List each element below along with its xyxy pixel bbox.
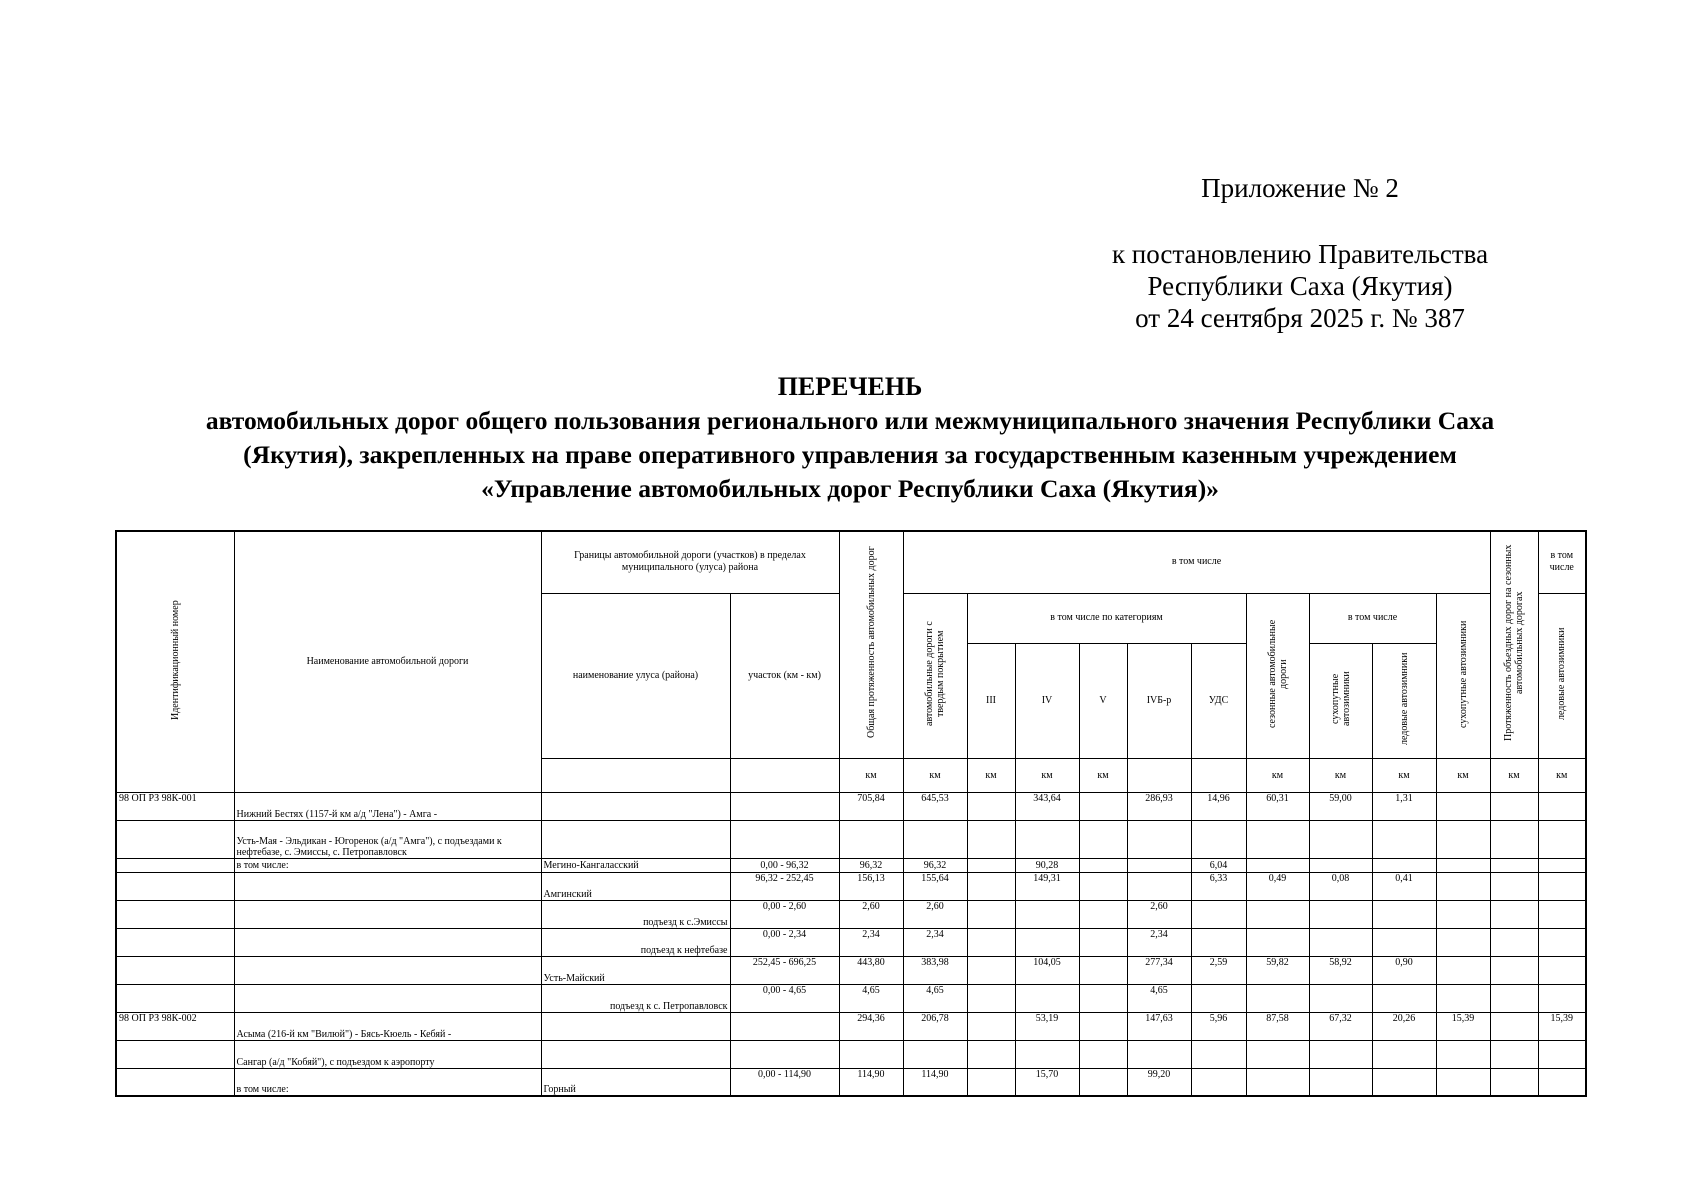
row-road-name bbox=[234, 956, 541, 984]
header-bypass: Протяженность объездных дорог на сезонных автомобильных дорогах bbox=[1490, 531, 1538, 758]
row-seasonal bbox=[1246, 1040, 1309, 1068]
row-id bbox=[116, 984, 234, 1012]
row-seasonal: 60,31 bbox=[1246, 792, 1309, 820]
header-category-4b: IVБ-р bbox=[1127, 643, 1191, 758]
row-cat4: 149,31 bbox=[1015, 872, 1079, 900]
row-uds bbox=[1191, 928, 1246, 956]
appendix-line: Республики Саха (Якутия) bbox=[1147, 271, 1453, 301]
row-cat4: 343,64 bbox=[1015, 792, 1079, 820]
row-ice: 0,90 bbox=[1372, 956, 1436, 984]
row-total: 114,90 bbox=[839, 1068, 903, 1096]
row-uds bbox=[1191, 984, 1246, 1012]
row-seasonal: 87,58 bbox=[1246, 1012, 1309, 1040]
row-ice2: 15,39 bbox=[1538, 1012, 1586, 1040]
row-bypass bbox=[1436, 820, 1490, 858]
header-including: в том числе bbox=[903, 531, 1490, 593]
row-dry bbox=[1309, 984, 1372, 1012]
header-category-4: IV bbox=[1015, 643, 1079, 758]
row-cat4: 15,70 bbox=[1015, 1068, 1079, 1096]
row-cat3 bbox=[967, 858, 1015, 872]
row-hard bbox=[903, 820, 967, 858]
header-ulus: наименование улуса (района) bbox=[541, 593, 730, 758]
row-dry2 bbox=[1490, 1040, 1538, 1068]
unit-km: км bbox=[1372, 758, 1436, 792]
row-cat4b bbox=[1127, 820, 1191, 858]
row-cat4 bbox=[1015, 820, 1079, 858]
row-dry2 bbox=[1490, 858, 1538, 872]
row-section: 0,00 - 2,60 bbox=[730, 900, 839, 928]
row-uds: 6,33 bbox=[1191, 872, 1246, 900]
row-bypass bbox=[1436, 858, 1490, 872]
row-ice2 bbox=[1538, 872, 1586, 900]
row-dry2 bbox=[1490, 1068, 1538, 1096]
row-ulus bbox=[541, 820, 730, 858]
row-section bbox=[730, 1040, 839, 1068]
row-seasonal bbox=[1246, 928, 1309, 956]
row-cat5 bbox=[1079, 858, 1127, 872]
row-ice: 0,41 bbox=[1372, 872, 1436, 900]
row-cat4b bbox=[1127, 858, 1191, 872]
row-uds bbox=[1191, 1068, 1246, 1096]
row-uds bbox=[1191, 1040, 1246, 1068]
header-dry-winter-road: сухопутные автозимники bbox=[1309, 643, 1372, 758]
row-id bbox=[116, 928, 234, 956]
row-cat3 bbox=[967, 900, 1015, 928]
table-row bbox=[116, 1068, 1586, 1096]
unit-km: км bbox=[839, 758, 903, 792]
row-dry bbox=[1309, 858, 1372, 872]
row-cat4b: 277,34 bbox=[1127, 956, 1191, 984]
row-road-name: в том числе: bbox=[234, 1068, 541, 1096]
row-cat3 bbox=[967, 1012, 1015, 1040]
row-ulus: подъезд к с. Петропавловск bbox=[541, 984, 730, 1012]
header-dry-winter-road-2: сухопутные автозимники bbox=[1436, 593, 1490, 758]
row-cat5 bbox=[1079, 1040, 1127, 1068]
header-ice-winter-road: ледовые автозимники bbox=[1372, 643, 1436, 758]
row-cat3 bbox=[967, 1068, 1015, 1096]
title-line: (Якутия), закрепленных на праве оперативного управления за государственным казенным учреждением bbox=[243, 440, 1457, 469]
row-road-name: Сангар (а/д "Кобяй"), с подъездом к аэропорту bbox=[234, 1040, 541, 1068]
row-dry2 bbox=[1490, 984, 1538, 1012]
row-cat5 bbox=[1079, 872, 1127, 900]
row-bypass bbox=[1436, 792, 1490, 820]
row-cat3 bbox=[967, 792, 1015, 820]
row-dry bbox=[1309, 928, 1372, 956]
row-ulus: Горный bbox=[541, 1068, 730, 1096]
header-id: Идентификационный номер bbox=[116, 531, 234, 792]
unit-km: км bbox=[903, 758, 967, 792]
row-road-name: Усть-Мая - Эльдикан - Югоренок (а/д "Амга"), с подъездами к нефтебазе, с. Эмиссы, с. Петропавловск bbox=[234, 820, 541, 858]
row-seasonal: 0,49 bbox=[1246, 872, 1309, 900]
header-category-3: III bbox=[967, 643, 1015, 758]
row-road-name bbox=[234, 984, 541, 1012]
table-row bbox=[116, 956, 1586, 984]
row-cat5 bbox=[1079, 1068, 1127, 1096]
row-section: 96,32 - 252,45 bbox=[730, 872, 839, 900]
row-id bbox=[116, 900, 234, 928]
row-dry: 59,00 bbox=[1309, 792, 1372, 820]
row-ulus: подъезд к нефтебазе bbox=[541, 928, 730, 956]
title-main: ПЕРЕЧЕНЬ bbox=[777, 372, 923, 401]
row-ice2 bbox=[1538, 956, 1586, 984]
row-section: 0,00 - 2,34 bbox=[730, 928, 839, 956]
row-ice bbox=[1372, 900, 1436, 928]
row-dry2 bbox=[1490, 792, 1538, 820]
row-cat4 bbox=[1015, 928, 1079, 956]
header-category-5: V bbox=[1079, 643, 1127, 758]
header-by-category: в том числе по категориям bbox=[967, 593, 1246, 643]
row-ice2 bbox=[1538, 792, 1586, 820]
header-total-length: Общая протяженность автомобильных дорог bbox=[839, 531, 903, 758]
row-section: 0,00 - 4,65 bbox=[730, 984, 839, 1012]
row-cat4b: 2,60 bbox=[1127, 900, 1191, 928]
row-cat3 bbox=[967, 820, 1015, 858]
row-uds bbox=[1191, 820, 1246, 858]
row-cat4b: 286,93 bbox=[1127, 792, 1191, 820]
row-uds bbox=[1191, 900, 1246, 928]
row-hard: 645,53 bbox=[903, 792, 967, 820]
appendix-number: Приложение № 2 bbox=[1201, 173, 1399, 203]
row-total: 2,60 bbox=[839, 900, 903, 928]
table-row bbox=[116, 858, 1586, 872]
row-total bbox=[839, 1040, 903, 1068]
unit-km: км bbox=[967, 758, 1015, 792]
row-cat4b: 99,20 bbox=[1127, 1068, 1191, 1096]
header-road-name: Наименование автомобильной дороги bbox=[234, 531, 541, 792]
table-row bbox=[116, 1012, 1586, 1040]
row-total bbox=[839, 820, 903, 858]
row-cat5 bbox=[1079, 956, 1127, 984]
row-ice bbox=[1372, 984, 1436, 1012]
header-bounds: Границы автомобильной дороги (участков) в пределах муниципального (улуса) района bbox=[541, 531, 839, 593]
row-ice bbox=[1372, 928, 1436, 956]
row-cat4 bbox=[1015, 900, 1079, 928]
row-section: 0,00 - 96,32 bbox=[730, 858, 839, 872]
row-dry bbox=[1309, 1040, 1372, 1068]
row-ulus: Мегино-Кангаласский bbox=[541, 858, 730, 872]
row-section bbox=[730, 1012, 839, 1040]
row-dry2 bbox=[1490, 820, 1538, 858]
row-bypass bbox=[1436, 1040, 1490, 1068]
appendix-line: от 24 сентября 2025 г. № 387 bbox=[1135, 303, 1465, 333]
row-cat4b bbox=[1127, 1040, 1191, 1068]
roads-table bbox=[115, 530, 1587, 1097]
row-seasonal bbox=[1246, 858, 1309, 872]
row-cat4b: 147,63 bbox=[1127, 1012, 1191, 1040]
row-bypass bbox=[1436, 1068, 1490, 1096]
header-seasonal: сезонные автомобильные дороги bbox=[1246, 593, 1309, 758]
row-ice2 bbox=[1538, 900, 1586, 928]
row-id bbox=[116, 1068, 234, 1096]
unit-km: км bbox=[1490, 758, 1538, 792]
document-title bbox=[90, 370, 1610, 506]
row-ice2 bbox=[1538, 984, 1586, 1012]
row-dry bbox=[1309, 820, 1372, 858]
row-road-name: Асыма (216-й км "Вилюй") - Бясь-Кюель - Кебяй - bbox=[234, 1012, 541, 1040]
row-ice bbox=[1372, 820, 1436, 858]
row-hard: 2,60 bbox=[903, 900, 967, 928]
table-row bbox=[116, 928, 1586, 956]
row-cat3 bbox=[967, 956, 1015, 984]
row-seasonal: 59,82 bbox=[1246, 956, 1309, 984]
row-bypass bbox=[1436, 984, 1490, 1012]
row-dry: 67,32 bbox=[1309, 1012, 1372, 1040]
row-hard: 114,90 bbox=[903, 1068, 967, 1096]
row-road-name bbox=[234, 900, 541, 928]
row-ice: 1,31 bbox=[1372, 792, 1436, 820]
row-cat5 bbox=[1079, 1012, 1127, 1040]
row-cat3 bbox=[967, 872, 1015, 900]
header-uds: УДС bbox=[1191, 643, 1246, 758]
row-cat4b: 4,65 bbox=[1127, 984, 1191, 1012]
header-hard-surface: автомобильные дороги с твердым покрытием bbox=[903, 593, 967, 758]
table-row bbox=[116, 1040, 1586, 1068]
row-ice2 bbox=[1538, 858, 1586, 872]
title-line: автомобильных дорог общего пользования регионального или межмуниципального значения Республики Саха bbox=[205, 406, 1495, 435]
row-bypass bbox=[1436, 872, 1490, 900]
row-seasonal bbox=[1246, 1068, 1309, 1096]
row-seasonal bbox=[1246, 820, 1309, 858]
row-cat5 bbox=[1079, 900, 1127, 928]
row-hard: 96,32 bbox=[903, 858, 967, 872]
row-ulus: Амгинский bbox=[541, 872, 730, 900]
row-total: 705,84 bbox=[839, 792, 903, 820]
unit-km: км bbox=[1015, 758, 1079, 792]
row-seasonal bbox=[1246, 900, 1309, 928]
header-ice-winter-road-2: ледовые автозимники bbox=[1538, 593, 1586, 758]
unit-km: км bbox=[1436, 758, 1490, 792]
units-cell bbox=[541, 758, 730, 792]
row-seasonal bbox=[1246, 984, 1309, 1012]
row-id: 98 ОП РЗ 98К-002 bbox=[116, 1012, 234, 1040]
table-row bbox=[116, 872, 1586, 900]
row-ulus bbox=[541, 1040, 730, 1068]
row-hard: 206,78 bbox=[903, 1012, 967, 1040]
appendix-reference bbox=[1060, 238, 1540, 334]
row-cat4 bbox=[1015, 984, 1079, 1012]
row-dry2 bbox=[1490, 1012, 1538, 1040]
units-cell bbox=[1127, 758, 1191, 792]
appendix-line: к постановлению Правительства bbox=[1111, 239, 1489, 269]
row-id bbox=[116, 858, 234, 872]
units-cell bbox=[730, 758, 839, 792]
row-cat5 bbox=[1079, 984, 1127, 1012]
row-road-name bbox=[234, 928, 541, 956]
row-dry2 bbox=[1490, 872, 1538, 900]
unit-km: км bbox=[1309, 758, 1372, 792]
row-bypass bbox=[1436, 956, 1490, 984]
row-dry2 bbox=[1490, 900, 1538, 928]
row-section: 0,00 - 114,90 bbox=[730, 1068, 839, 1096]
row-cat3 bbox=[967, 984, 1015, 1012]
row-cat5 bbox=[1079, 928, 1127, 956]
row-bypass: 15,39 bbox=[1436, 1012, 1490, 1040]
row-cat3 bbox=[967, 928, 1015, 956]
row-id bbox=[116, 820, 234, 858]
row-hard: 383,98 bbox=[903, 956, 967, 984]
row-dry2 bbox=[1490, 956, 1538, 984]
row-total: 4,65 bbox=[839, 984, 903, 1012]
row-ice bbox=[1372, 1068, 1436, 1096]
table-row bbox=[116, 792, 1586, 820]
row-id bbox=[116, 1040, 234, 1068]
row-total: 294,36 bbox=[839, 1012, 903, 1040]
row-ice bbox=[1372, 858, 1436, 872]
row-total: 96,32 bbox=[839, 858, 903, 872]
row-cat4: 104,05 bbox=[1015, 956, 1079, 984]
row-ice2 bbox=[1538, 1040, 1586, 1068]
row-id: 98 ОП РЗ 98К-001 bbox=[116, 792, 234, 820]
row-bypass bbox=[1436, 900, 1490, 928]
header-including-seasonal: в том числе bbox=[1309, 593, 1436, 643]
row-uds: 14,96 bbox=[1191, 792, 1246, 820]
row-uds: 5,96 bbox=[1191, 1012, 1246, 1040]
row-id bbox=[116, 956, 234, 984]
title-line: «Управление автомобильных дорог Республики Саха (Якутия)» bbox=[481, 474, 1219, 503]
row-road-name: Нижний Бестях (1157-й км а/д "Лена") - Амга - bbox=[234, 792, 541, 820]
row-dry2 bbox=[1490, 928, 1538, 956]
row-cat3 bbox=[967, 1040, 1015, 1068]
header-including-bypass: в том числе bbox=[1538, 531, 1586, 593]
unit-km: км bbox=[1538, 758, 1586, 792]
row-total: 2,34 bbox=[839, 928, 903, 956]
unit-km: км bbox=[1246, 758, 1309, 792]
row-dry bbox=[1309, 1068, 1372, 1096]
row-hard: 2,34 bbox=[903, 928, 967, 956]
row-ulus bbox=[541, 792, 730, 820]
row-dry: 0,08 bbox=[1309, 872, 1372, 900]
row-cat5 bbox=[1079, 792, 1127, 820]
row-bypass bbox=[1436, 928, 1490, 956]
row-road-name bbox=[234, 872, 541, 900]
row-uds: 2,59 bbox=[1191, 956, 1246, 984]
row-ice2 bbox=[1538, 820, 1586, 858]
table-row bbox=[116, 900, 1586, 928]
row-section bbox=[730, 792, 839, 820]
row-cat4: 90,28 bbox=[1015, 858, 1079, 872]
row-cat4b: 2,34 bbox=[1127, 928, 1191, 956]
row-road-name: в том числе: bbox=[234, 858, 541, 872]
row-total: 156,13 bbox=[839, 872, 903, 900]
row-hard bbox=[903, 1040, 967, 1068]
row-cat4: 53,19 bbox=[1015, 1012, 1079, 1040]
row-section: 252,45 - 696,25 bbox=[730, 956, 839, 984]
row-ulus: Усть-Майский bbox=[541, 956, 730, 984]
table-row bbox=[116, 984, 1586, 1012]
row-uds: 6,04 bbox=[1191, 858, 1246, 872]
row-hard: 4,65 bbox=[903, 984, 967, 1012]
row-section bbox=[730, 820, 839, 858]
row-cat4 bbox=[1015, 1040, 1079, 1068]
row-ice2 bbox=[1538, 928, 1586, 956]
row-dry bbox=[1309, 900, 1372, 928]
header-section: участок (км - км) bbox=[730, 593, 839, 758]
table-row bbox=[116, 820, 1586, 858]
row-dry: 58,92 bbox=[1309, 956, 1372, 984]
row-cat5 bbox=[1079, 820, 1127, 858]
row-hard: 155,64 bbox=[903, 872, 967, 900]
row-ulus: подъезд к с.Эмиссы bbox=[541, 900, 730, 928]
row-ice bbox=[1372, 1040, 1436, 1068]
row-total: 443,80 bbox=[839, 956, 903, 984]
row-ice: 20,26 bbox=[1372, 1012, 1436, 1040]
row-ice2 bbox=[1538, 1068, 1586, 1096]
units-cell bbox=[1191, 758, 1246, 792]
row-cat4b bbox=[1127, 872, 1191, 900]
unit-km: км bbox=[1079, 758, 1127, 792]
row-id bbox=[116, 872, 234, 900]
row-ulus bbox=[541, 1012, 730, 1040]
